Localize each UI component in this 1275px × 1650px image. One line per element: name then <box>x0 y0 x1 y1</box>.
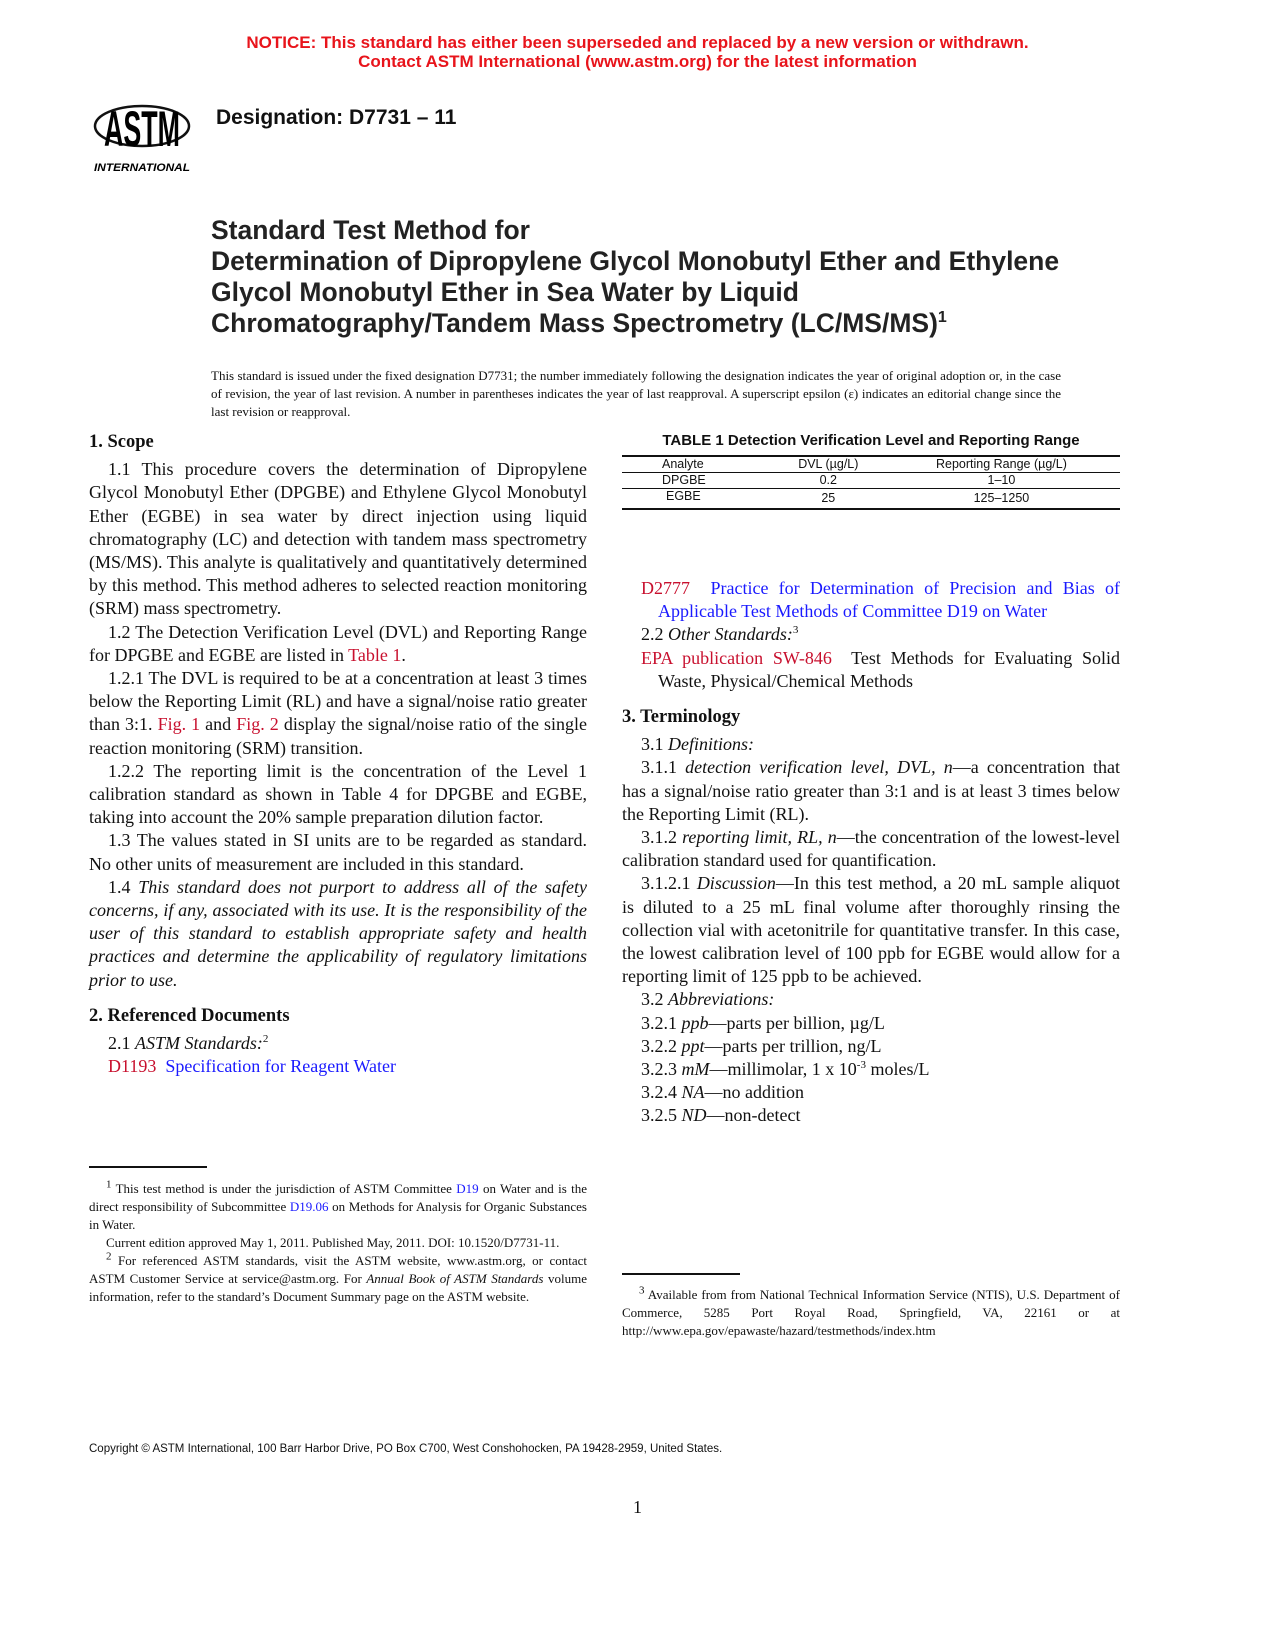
table-1 <box>622 432 1120 510</box>
epa-link[interactable]: EPA publication SW-846 <box>641 647 832 668</box>
table-row <box>622 489 1120 510</box>
abbrev-item <box>622 1012 1120 1035</box>
left-column <box>89 431 587 1078</box>
designation: Designation: D7731 – 11 <box>216 106 457 129</box>
footnotes-left <box>89 1180 587 1306</box>
text: 2.1 <box>108 1033 135 1054</box>
fig-1-link[interactable]: Fig. 1 <box>157 714 201 735</box>
d2777-link[interactable]: D2777 <box>641 578 690 598</box>
term: ppt <box>681 1035 705 1056</box>
term: mM <box>681 1059 710 1080</box>
ref-d1193 <box>89 1055 587 1078</box>
abbrev-item <box>622 1104 1120 1127</box>
d1193-title-link[interactable]: Specification for Reagent Water <box>165 1056 396 1077</box>
para-1-2-1 <box>89 667 587 760</box>
section-2-heading: 2. Referenced Documents <box>89 1005 290 1026</box>
table-1-caption: TABLE 1 Detection Verification Level and Reporting Range <box>662 432 1080 449</box>
section-3-heading: 3. Terminology <box>622 707 741 728</box>
text: 3.2 <box>641 989 668 1010</box>
document-title <box>211 215 1111 339</box>
abbrev-item <box>622 1081 1120 1104</box>
fig-2-link[interactable]: Fig. 2 <box>236 714 279 735</box>
footnotes-right <box>622 1286 1120 1340</box>
footnote-1 <box>89 1180 587 1234</box>
d2777-title-link[interactable]: Practice for Determination of Precision and Bias of Applicable Test Methods of Committee D19 on Water <box>658 578 1120 622</box>
text: 1.4 <box>108 876 139 897</box>
text: ASTM Standards: <box>135 1033 263 1054</box>
footnote-1-edition: Current edition approved May 1, 2011. Published May, 2011. DOI: 10.1520/D7731-11. <box>106 1235 560 1250</box>
para-1-2-2: 1.2.2 The reporting limit is the concentration of the Level 1 calibration standard as shown in Table 4 for DPGBE and EGBE, taking into account the 20% sample preparation dilution factor. <box>89 760 587 828</box>
text: on Water and is the direct responsibility of Subcommittee <box>89 1181 587 1214</box>
cell: 0.2 <box>819 473 837 487</box>
para-3-1-1 <box>622 756 1120 826</box>
d1193-link[interactable]: D1193 <box>108 1056 157 1077</box>
title-main: Determination of Dipropylene Glycol Monobutyl Ether and Ethylene Glycol Monobutyl Ether in Sea Water by Liquid Chromatography/Tandem Mass Spectrometry (LC/MS/MS) <box>211 246 1060 338</box>
text: For referenced ASTM standards, visit the ASTM website, www.astm.org, or contact ASTM Customer Service at service@astm.org. For <box>89 1253 587 1286</box>
text: moles/L <box>865 1059 930 1080</box>
term: reporting limit, RL, n <box>682 827 837 848</box>
term: Discussion <box>696 873 776 894</box>
d19-link[interactable]: D19 <box>456 1181 479 1196</box>
para-1-1: 1.1 This procedure covers the determination of Dipropylene Glycol Monobutyl Ether (DPGBE) and Ethylene Glycol Monobutyl Ether (EGBE) in sea water by direct injection using liquid chromatography (LC) and detection with tandem mass spectrometry (MS/MS). This analyte is qualitatively and quantitatively determined by this method. This method adheres to selected reaction monitoring (SRM) mass spectrometry. <box>89 459 587 619</box>
footnote-mark: 2 <box>106 1250 112 1263</box>
title-line-1: Standard Test Method for <box>211 215 530 245</box>
footnote-mark: 3 <box>792 624 799 637</box>
col-header-analyte: Analyte <box>662 457 704 471</box>
para-1-2 <box>89 621 587 667</box>
para-3-1-2-1 <box>622 872 1120 988</box>
issuance-note: This standard is issued under the fixed designation D7731; the number immediately following the designation indicates the year of original adoption or, in the case of revision, the year of last revision. A number in parentheses indicates the year of last reapproval. A superscript epsilon (ε) indicates an editorial change since the last revision or reapproval. <box>211 368 1061 419</box>
table-header-row <box>622 456 1120 473</box>
cell: 125–1250 <box>973 491 1030 505</box>
notice-line-2: Contact ASTM International (www.astm.org) for the latest information <box>358 52 917 71</box>
footnote-divider <box>89 1166 207 1168</box>
text: 3.2.5 <box>641 1105 682 1126</box>
text: 1.2 The Detection Verification Level (DVL) and Reporting Range for DPGBE and EGBE are listed in <box>89 621 587 665</box>
svg-text:INTERNATIONAL: INTERNATIONAL <box>94 162 191 174</box>
text: 3.2.4 <box>641 1082 682 1103</box>
para-1-4 <box>89 876 587 992</box>
para-3-1 <box>622 733 1120 756</box>
text: Annual Book of ASTM Standards <box>366 1271 544 1286</box>
d19-06-link[interactable]: D19.06 <box>289 1199 329 1214</box>
text: 3.2.2 <box>641 1035 682 1056</box>
text: —a concentration that has a signal/noise ratio greater than 3:1 and is at least 3 times below the Reporting Limit (RL). <box>622 757 1121 824</box>
col-header-range: Reporting Range (µg/L) <box>935 457 1067 471</box>
footnote-mark: 3 <box>639 1284 645 1297</box>
col-header-dvl: DVL (µg/L) <box>798 457 859 471</box>
text: —millimolar, 1 x 10 <box>709 1059 857 1080</box>
text: —the concentration of the lowest-level calibration standard used for quantification. <box>622 827 1120 871</box>
footnote-3 <box>622 1286 1120 1340</box>
text: 3.2.3 <box>641 1059 682 1080</box>
table-1-grid <box>622 455 1120 510</box>
footnote-divider <box>622 1273 740 1275</box>
cell: DPGBE <box>662 473 706 487</box>
table-row <box>622 473 1120 489</box>
text: volume information, refer to the standard’s Document Summary page on the ASTM website. <box>89 1271 587 1304</box>
text: 3.1.2 <box>641 827 683 848</box>
text: 3.1 <box>641 734 668 755</box>
text: —non-detect <box>706 1105 801 1126</box>
text: 3.2.1 <box>641 1012 682 1033</box>
svg-text:ASTM: ASTM <box>104 101 180 157</box>
cell: 25 <box>821 491 836 505</box>
copyright: Copyright © ASTM International, 100 Barr Harbor Drive, PO Box C700, West Conshohocken, PA 19428-2959, United States. <box>89 1443 723 1455</box>
text: —parts per trillion, ng/L <box>704 1035 882 1056</box>
text: Test Methods for Evaluating Solid Waste, Physical/Chemical Methods <box>658 647 1120 691</box>
page-number: 1 <box>633 1497 642 1517</box>
abbrev-item <box>622 1058 1120 1081</box>
cell: EGBE <box>666 489 701 503</box>
text: display the signal/noise ratio of the single reaction monitoring (SRM) transition. <box>89 714 588 758</box>
right-column <box>622 577 1120 1128</box>
text: on Methods for Analysis for Organic Substances in Water. <box>89 1199 587 1232</box>
text: Other Standards: <box>668 624 793 645</box>
text: 2.2 <box>641 624 668 645</box>
ref-epa <box>622 647 1120 693</box>
text: and <box>200 714 237 735</box>
para-2-1 <box>89 1032 587 1055</box>
term: detection verification level, DVL, n <box>685 757 953 778</box>
text: Abbreviations: <box>668 989 775 1010</box>
astm-logo <box>92 84 192 176</box>
text: Definitions: <box>668 734 754 755</box>
cell: 1–10 <box>987 473 1016 487</box>
footnote-mark: 1 <box>106 1178 112 1191</box>
exponent: -3 <box>856 1059 866 1072</box>
text: This test method is under the jurisdiction of ASTM Committee <box>115 1181 457 1196</box>
notice-line-1: NOTICE: This standard has either been superseded and replaced by a new version or withdrawn. <box>246 33 1029 52</box>
term: NA <box>681 1082 705 1103</box>
section-1-heading: 1. Scope <box>89 432 154 452</box>
text: 3.1.2.1 <box>641 873 697 894</box>
term: ppb <box>681 1012 709 1033</box>
para-3-2 <box>622 988 1120 1011</box>
text: —In this test method, a 20 mL sample aliquot is diluted to a 25 mL final volume after thoroughly rinsing the collection vial with acetonitrile for quantitative transfer. In this case, the lowest calibration level of 100 ppb for EGBE would allow for a reporting limit of 125 ppb to be achieved. <box>622 873 1121 987</box>
para-2-2 <box>622 623 1120 646</box>
text: —parts per billion, µg/L <box>708 1012 885 1033</box>
text: 1.2.1 The DVL is required to be at a concentration at least 3 times below the Reporting Limit (RL) and have a signal/noise ratio greater than 3:1. <box>89 668 587 735</box>
para-3-1-2 <box>622 826 1120 872</box>
abbrev-item <box>622 1035 1120 1058</box>
table-1-link[interactable]: Table 1 <box>348 644 402 665</box>
title-footnote-mark: 1 <box>937 309 947 327</box>
supersede-notice <box>0 33 1275 71</box>
text: Available from from National Technical Information Service (NTIS), U.S. Department of Commerce, 5285 Port Royal Road, Springfield, VA, 22161 or at http://www.epa.gov/epawaste/hazard/testmethods/index.htm <box>622 1287 1120 1338</box>
para-1-3: 1.3 The values stated in SI units are to be regarded as standard. No other units of measurement are included in this standard. <box>89 830 587 874</box>
text: —no addition <box>704 1082 805 1103</box>
footnote-2 <box>89 1252 587 1306</box>
ref-d2777 <box>622 577 1120 623</box>
text: 3.1.1 <box>641 757 686 778</box>
footnote-mark: 2 <box>262 1033 269 1046</box>
term: ND <box>681 1105 707 1126</box>
text: . <box>401 644 406 665</box>
text: This standard does not purport to address all of the safety concerns, if any, associated with its use. It is the responsibility of the user of this standard to establish appropriate safety and health practices and determine the applicability of regulatory limitations prior to use. <box>89 876 588 990</box>
